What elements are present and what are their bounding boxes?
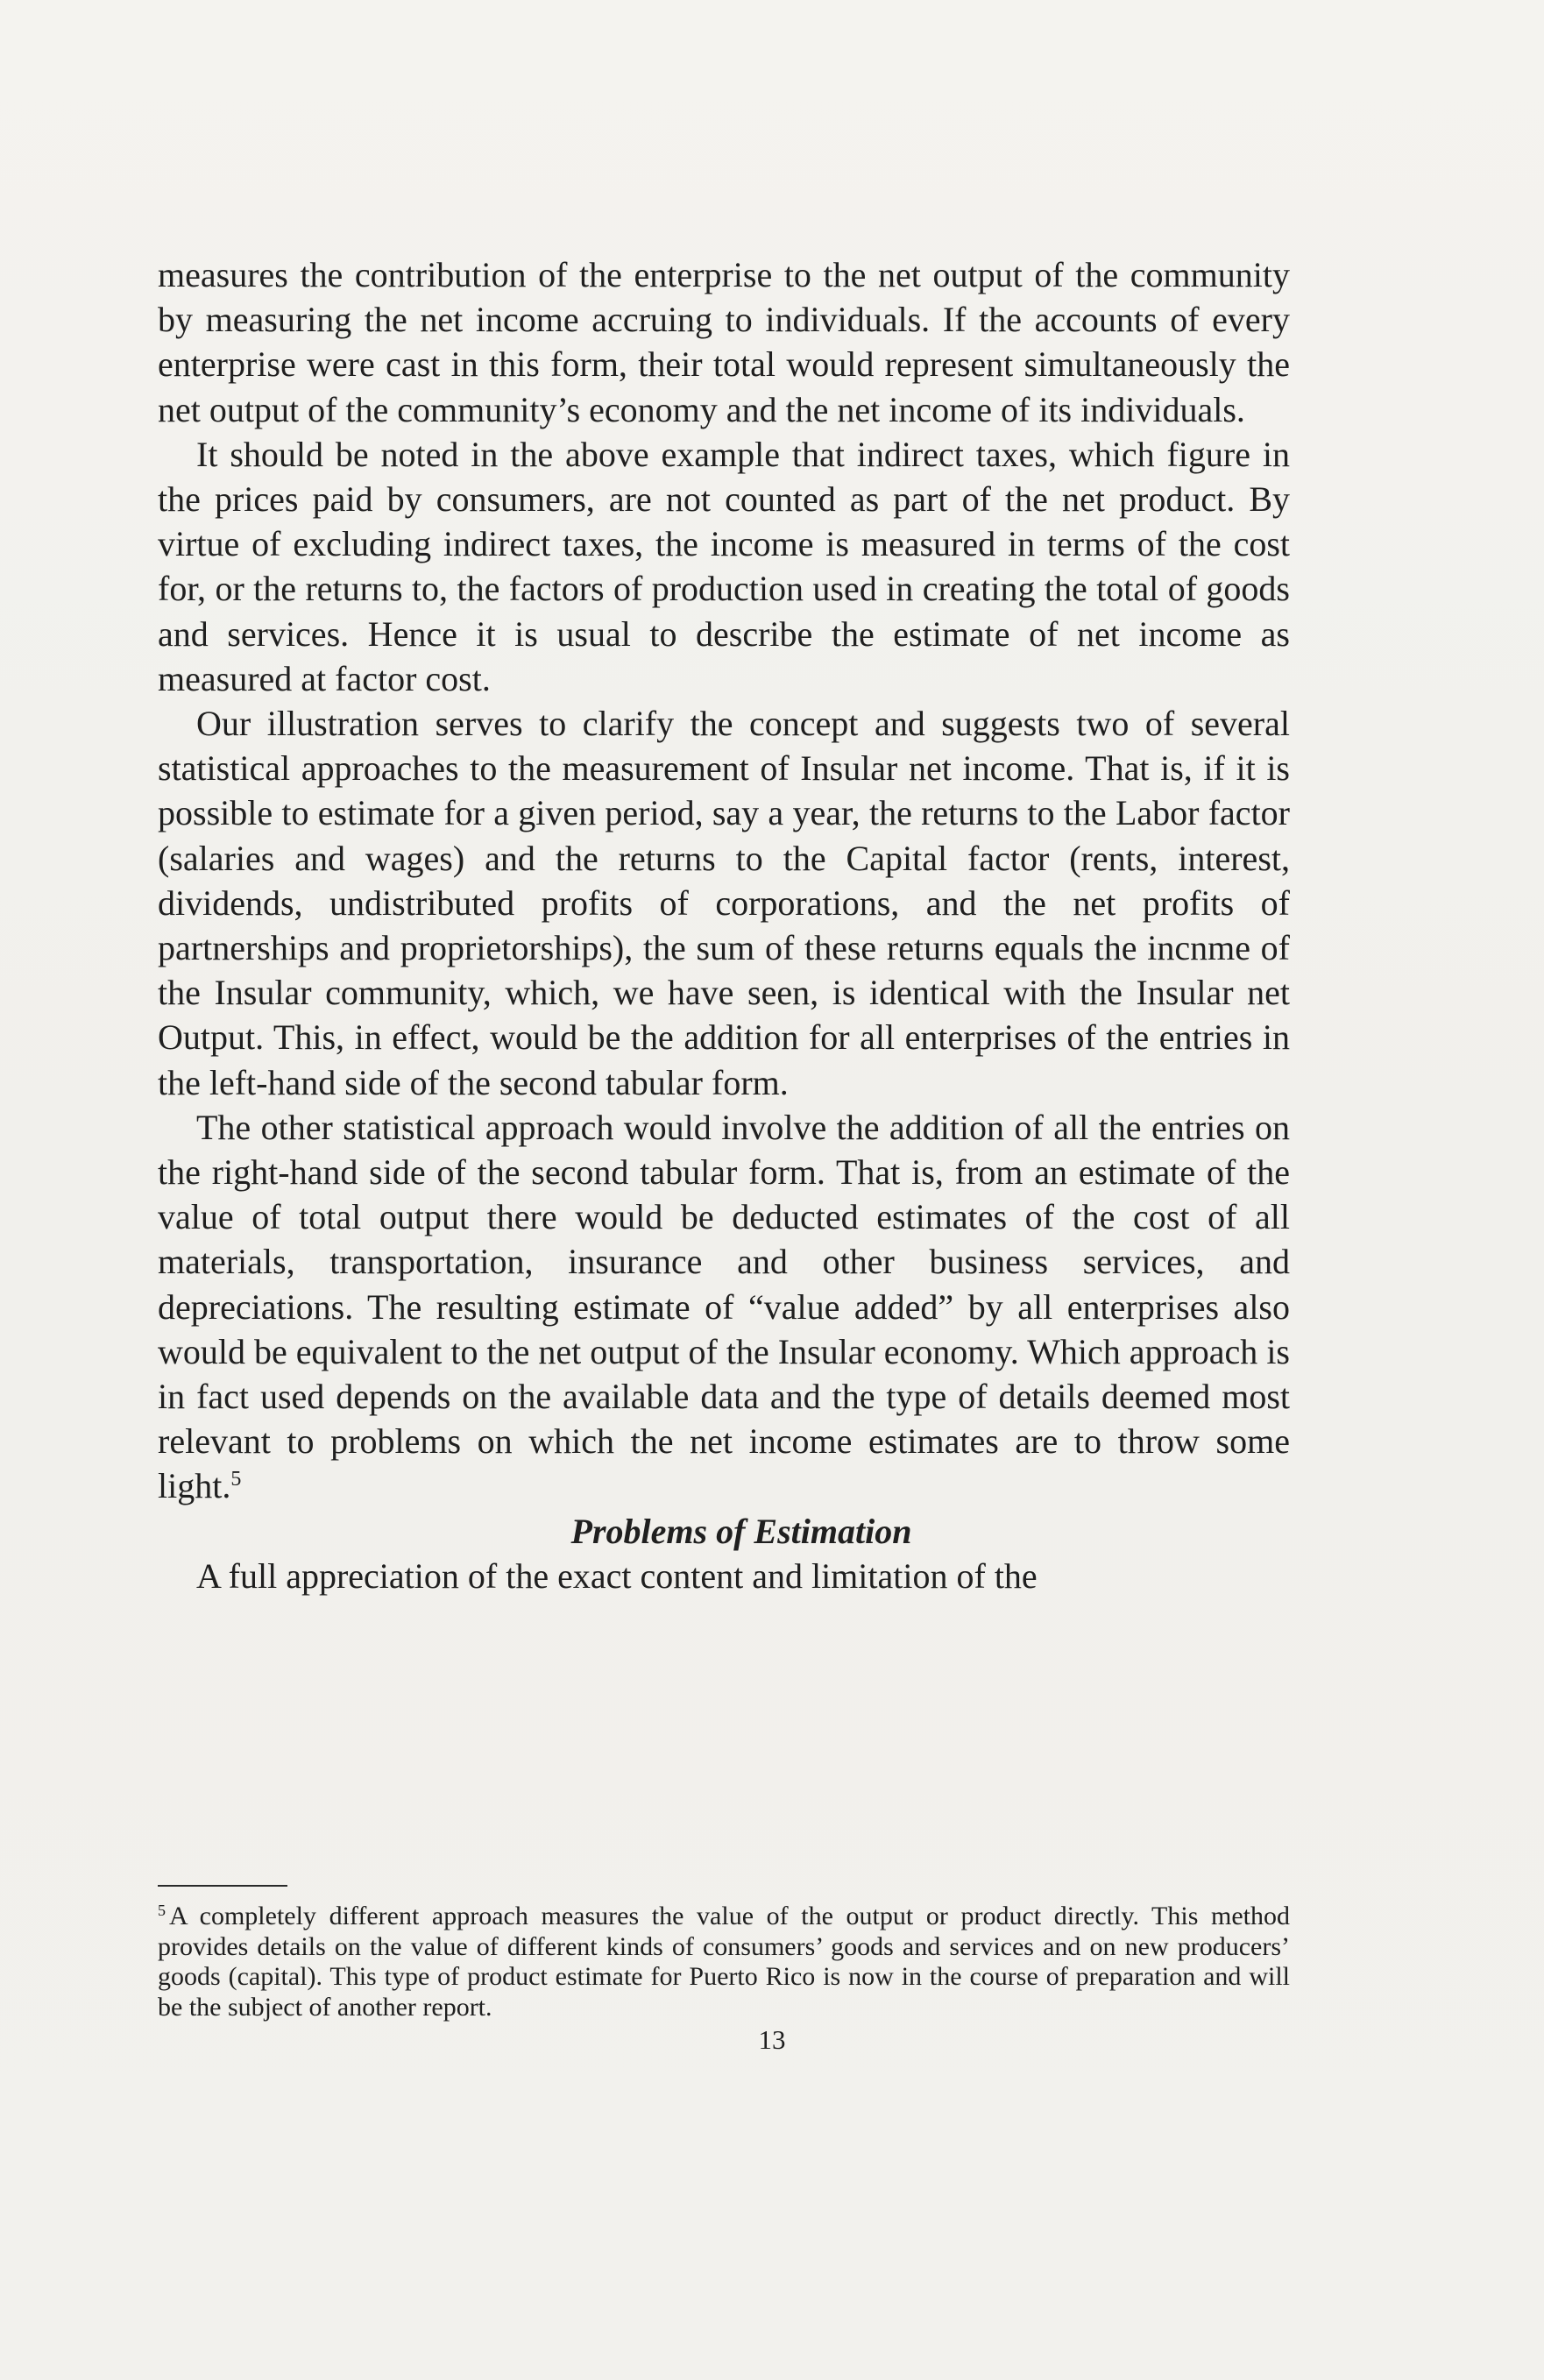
paragraph-4 xyxy=(158,1105,1290,1509)
paragraph-5: A full appreciation of the exact content and limitation of the xyxy=(196,1555,1038,1596)
paragraph-3: Our illustration serves to clarify the concept and suggests two of several statistical approaches to the measurement of Insular net income. That is, if it is possible to estimate for a given period, say a year, the returns to the Labor factor (salaries and wages) and the returns to the Capital factor (rents, interest, dividends, undistributed profits of corporations, and the net profits of partnerships and proprietorships), the sum of these returns equals the incnme of the Insular community, which, we have seen, is identical with the Insular net Output. This, in effect, would be the addition for all enterprises of the entries in the left-hand side of the second tabular form. xyxy=(158,704,1290,1102)
page-number: 13 xyxy=(758,2024,786,2055)
section-heading: Problems of Estimation xyxy=(570,1511,912,1551)
footnote-divider xyxy=(158,1885,287,1887)
paragraph-1: measures the contribution of the enterprise to the net output of the community by measuring the net income accruing to individuals. If the accounts of every enterprise were cast in this form, their total would represent simultaneously the net output of the community’s economy and the net income of its individuals. xyxy=(158,255,1290,429)
main-text xyxy=(158,252,1290,1598)
paragraph-4-text: The other statistical approach would involve the addition of all the entries on the right-hand side of the second tabular form. That is, from an estimate of the value of total output there would be deducted estimates of the cost of all materials, transportation, insurance and other business services, and depreciations. The resulting estimate of “value added” by all enterprises also would be equivalent to the net output of the Insular economy. Which approach is in fact used depends on the available data and the type of details deemed most relevant to problems on which the net income estimates are to throw some light. xyxy=(158,1107,1290,1506)
footnote xyxy=(158,1902,1290,2022)
footnote-text: A completely different approach measures the value of the output or product directly. This method provides details on the value of different kinds of consumers’ goods and services and on new producers’ goods (capital). This type of product estimate for Puerto Rico is now in the course of preparation and will be the subject of another report. xyxy=(158,1902,1290,2022)
paragraph-2: It should be noted in the above example that indirect taxes, which figure in the prices paid by consumers, are not counted as part of the net product. By virtue of excluding indirect taxes, the income is measured in terms of the cost for, or the returns to, the factors of production used in creating the total of goods and services. Hence it is usual to describe the estimate of net income as measured at factor cost. xyxy=(158,434,1290,698)
footnote-reference: 5 xyxy=(230,1468,242,1491)
footnote-mark: 5 xyxy=(158,1902,166,1919)
